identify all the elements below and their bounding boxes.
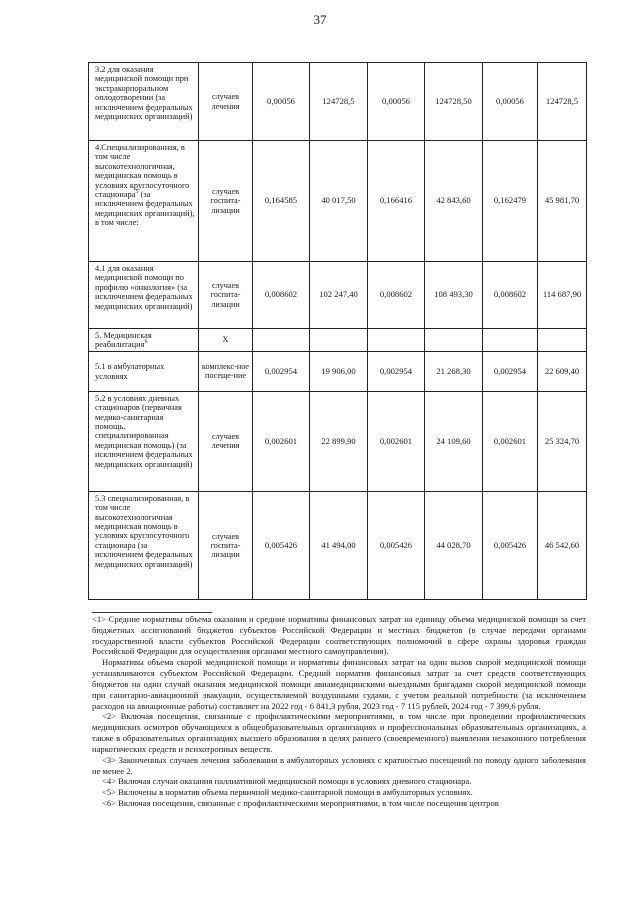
cell-value: 21 268,30 bbox=[425, 351, 483, 391]
table-row bbox=[89, 63, 587, 141]
row-name: 3.2 для оказания медицинской помощи при экстракорпоральном оплодотворении (за исключением федеральных медицинских организаций) bbox=[89, 63, 199, 141]
cell-value: 41 494,00 bbox=[310, 491, 368, 599]
cell-value: 0,00056 bbox=[483, 63, 538, 141]
cell-value bbox=[368, 329, 425, 352]
cell-value: 0,002954 bbox=[253, 351, 310, 391]
row-name: 4.Специализированная, в том числе высокотехнологичная, медицинская помощь в условиях круглосуточного стационара$^5$ (за исключением федеральных медицинских организаций), в том числе: bbox=[89, 141, 199, 262]
cell-value: 0,002601 bbox=[368, 391, 425, 491]
row-name: 5. Медицинская реабилитация$^6$ bbox=[89, 329, 199, 352]
footnote-6: <6> Включая посещения, связанные с профилактическими мероприятиями, в том числе посещения центров bbox=[102, 798, 499, 809]
row-unit: случаев госпита-лизации bbox=[199, 262, 253, 329]
cell-value: 0,005426 bbox=[253, 491, 310, 599]
cell-value: 25 324,70 bbox=[538, 391, 587, 491]
row-unit: случаев госпита-лизации bbox=[199, 141, 253, 262]
cell-value: 0,005426 bbox=[483, 491, 538, 599]
table-row bbox=[89, 329, 587, 352]
cell-value: 0,002601 bbox=[253, 391, 310, 491]
cell-value: 0,164585 bbox=[253, 141, 310, 262]
footnote-1-continued: Нормативы объема скорой медицинской помощи и нормативы финансовых затрат на один вызов скорой медицинской помощи устанавливаются субъектом Российской Федерации. Средний норматив финансовых затрат за счет средств соответствующих бюджетов на один случай оказания медицинской помощи авиамедицинскими выездными бригадами скорой медицинской помощи при санитарно-авиационной эвакуации, осуществляемой воздушными судами, с учетом реальной потребности (за исключением расходов на авиационные работы) составляет на 2022 год - 6 841,3 рубля, 2023 год - 7 115 рублей, 2024 год - 7 399,6 рубля. bbox=[92, 657, 586, 711]
row-unit: X bbox=[199, 329, 253, 352]
footnote-5: <5> Включены в норматив объема первичной медико-санитарной помощи в амбулаторных условиях. bbox=[102, 787, 473, 798]
footnote-ref: 5 bbox=[135, 189, 139, 196]
cell-value: 19 906,00 bbox=[310, 351, 368, 391]
cell-value: 124728,50 bbox=[425, 63, 483, 141]
cell-value: 114 687,90 bbox=[538, 262, 587, 329]
cell-value bbox=[425, 329, 483, 352]
table-row bbox=[89, 141, 587, 262]
cell-value: 0,002601 bbox=[483, 391, 538, 491]
cell-value: 0,00056 bbox=[253, 63, 310, 141]
cell-value bbox=[310, 329, 368, 352]
footnote-divider bbox=[92, 612, 212, 613]
row-unit: комплекс-ное посеще-ние bbox=[199, 351, 253, 391]
footnote-ref: 6 bbox=[144, 339, 148, 346]
cell-value: 40 017,50 bbox=[310, 141, 368, 262]
table-row bbox=[89, 391, 587, 491]
cell-value: 0,008602 bbox=[253, 262, 310, 329]
row-name: 5.3 специализированная, в том числе высокотехнологичная медицинская помощь в условиях круглосуточного стационара (за исключением федеральных медицинских организаций) bbox=[89, 491, 199, 599]
footnote-2: <2> Включая посещения, связанные с профилактическими мероприятиями, в том числе при проведении профилактических медицинских осмотров обучающихся в общеобразовательных организациях и профессиональных образовательных организациях, а также в образовательных организациях высшего образования в целях раннего (своевременного) выявления незаконного потребления наркотических средств и психотропных веществ. bbox=[92, 711, 586, 754]
cell-value: 0,005426 bbox=[368, 491, 425, 599]
footnotes bbox=[92, 614, 586, 809]
cell-value: 108 493,30 bbox=[425, 262, 483, 329]
row-name: 5.1 в амбулаторных условиях bbox=[89, 351, 199, 391]
row-name: 5.2 в условиях дневных стационаров (первичная медико-санитарная помощь, специализированная медицинская помощь) (за исключением федеральных медицинских организаций) bbox=[89, 391, 199, 491]
footnote-1: <1> Средние нормативы объема оказания и средние нормативы финансовых затрат на единицу объема медицинской помощи за счет бюджетных ассигнований бюджетов субъектов Российской Федерации и местных бюджетов (в случае передачи органами государственной власти субъектов Российской Федерации соответствующих полномочий в сфере охраны здоровья граждан Российской Федерации для осуществления органами местного самоуправления). bbox=[92, 614, 586, 657]
cell-value: 24 109,60 bbox=[425, 391, 483, 491]
table-row bbox=[89, 262, 587, 329]
cell-value: 0,002954 bbox=[483, 351, 538, 391]
cell-value: 42 843,60 bbox=[425, 141, 483, 262]
cell-value: 22 609,40 bbox=[538, 351, 587, 391]
cell-value: 0,008602 bbox=[483, 262, 538, 329]
cell-value: 0,162479 bbox=[483, 141, 538, 262]
table-row bbox=[89, 351, 587, 391]
cell-value: 46 542,60 bbox=[538, 491, 587, 599]
cell-value: 0,008602 bbox=[368, 262, 425, 329]
footnote-3: <3> Законченных случаев лечения заболевания в амбулаторных условиях с кратностью посещений по поводу одного заболевания не менее 2. bbox=[92, 754, 586, 776]
cell-value: 22 899,90 bbox=[310, 391, 368, 491]
cell-value: 0,166416 bbox=[368, 141, 425, 262]
cell-value: 0,00056 bbox=[368, 63, 425, 141]
table-row bbox=[89, 491, 587, 599]
row-unit: случаев лечения bbox=[199, 63, 253, 141]
cell-value bbox=[253, 329, 310, 352]
cell-value: 44 028,70 bbox=[425, 491, 483, 599]
footnote-4: <4> Включая случаи оказания паллиативной медицинской помощи в условиях дневного стационара. bbox=[102, 776, 472, 787]
cell-value bbox=[538, 329, 587, 352]
cell-value: 0,002954 bbox=[368, 351, 425, 391]
cell-value: 45 981,70 bbox=[538, 141, 587, 262]
cell-value: 124728,5 bbox=[538, 63, 587, 141]
page-number: 37 bbox=[313, 12, 327, 27]
row-unit: случаев госпита-лизации bbox=[199, 491, 253, 599]
cell-value: 124728,5 bbox=[310, 63, 368, 141]
cell-value bbox=[483, 329, 538, 352]
cell-value: 102 247,40 bbox=[310, 262, 368, 329]
row-unit: случаев лечения bbox=[199, 391, 253, 491]
row-name: 4.1 для оказания медицинской помощи по профилю «онкология» (за исключением федеральных медицинских организаций) bbox=[89, 262, 199, 329]
norms-table bbox=[88, 62, 587, 600]
